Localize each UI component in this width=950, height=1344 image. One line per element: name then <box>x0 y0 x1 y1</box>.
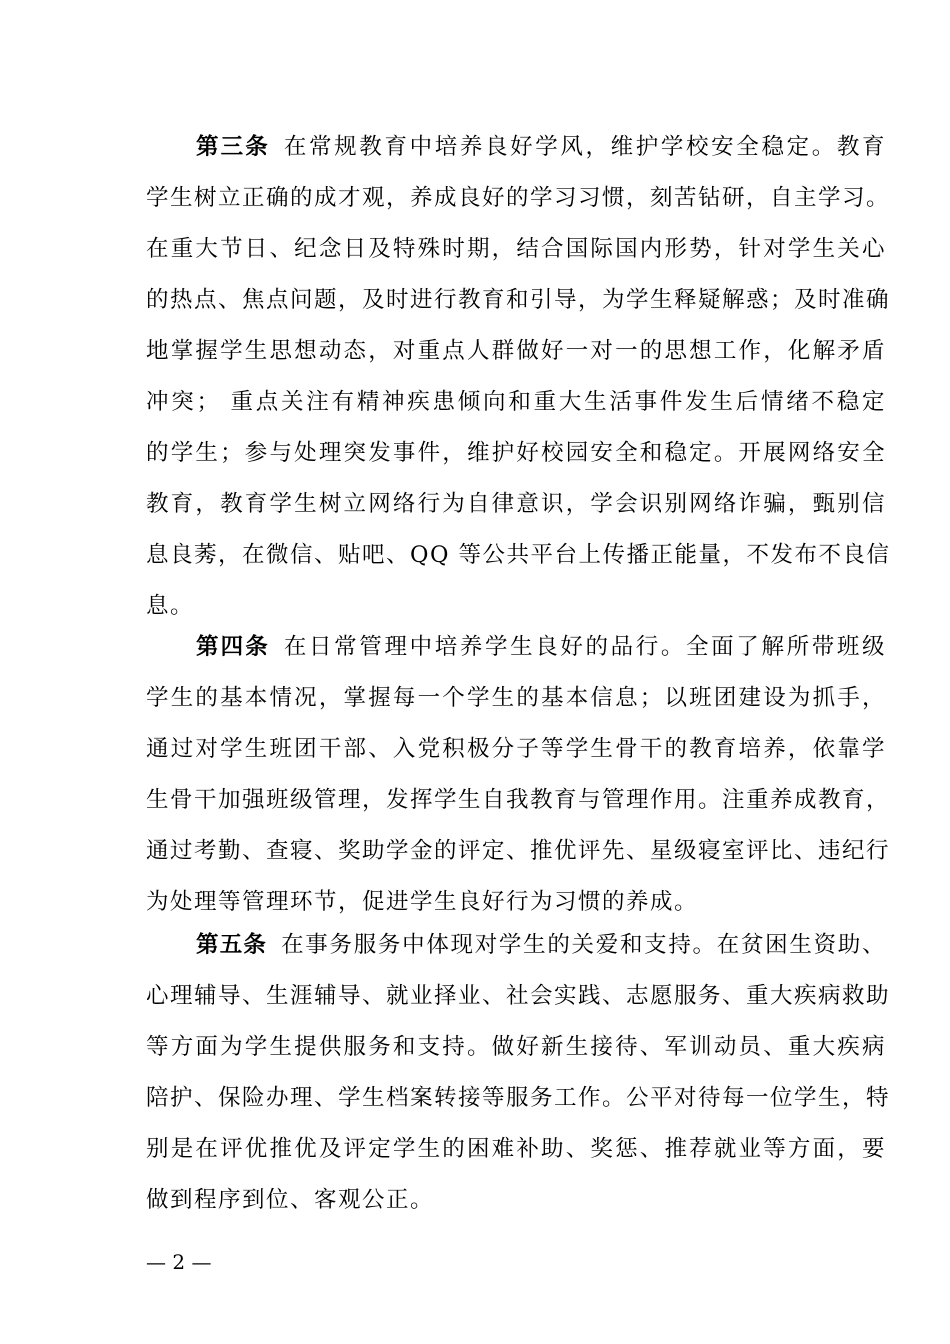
article-line: 息。 <box>146 593 195 619</box>
article-text: 在常规教育中培养良好学风，维护学校安全稳定。教育 <box>283 134 886 160</box>
article-line <box>196 127 886 167</box>
article-line: 生骨干加强班级管理，发挥学生自我教育与管理作用。注重养成教育， <box>146 787 891 813</box>
article-heading: 第三条 <box>196 134 270 160</box>
article-line: 息良莠，在微信、贴吧、QQ 等公共平台上传播正能量，不发布不良信 <box>146 542 891 568</box>
article-line: 为处理等管理环节，促进学生良好行为习惯的养成。 <box>146 889 699 915</box>
article-line: 心理辅导、生涯辅导、就业择业、社会实践、志愿服务、重大疾病救助 <box>146 983 891 1009</box>
article-line: 学生的基本情况，掌握每一个学生的基本信息；以班团建设为抓手， <box>146 685 886 711</box>
article-line: 通过对学生班团干部、入党积极分子等学生骨干的教育培养，依靠学 <box>146 736 886 762</box>
article-line: 通过考勤、查寝、奖助学金的评定、推优评先、星级寝室评比、违纪行 <box>146 838 891 864</box>
article-heading: 第五条 <box>196 932 268 958</box>
article-line: 冲突； 重点关注有精神疾患倾向和重大生活事件发生后情绪不稳定 <box>146 389 886 415</box>
article-line: 的热点、焦点问题，及时进行教育和引导，为学生释疑解惑；及时准确 <box>146 287 891 313</box>
article-line: 做到程序到位、客观公正。 <box>146 1187 435 1213</box>
article-text: 在事务服务中体现对学生的关爱和支持。在贫困生资助、 <box>281 932 886 958</box>
article-line: 学生树立正确的成才观，养成良好的学习习惯，刻苦钻研，自主学习。 <box>146 185 891 211</box>
article-line <box>196 925 886 965</box>
article-line: 在重大节日、纪念日及特殊时期，结合国际国内形势，针对学生关心 <box>146 236 886 262</box>
article-line <box>196 627 886 667</box>
article-heading: 第四条 <box>196 634 270 660</box>
article-line: 陪护、保险办理、学生档案转接等服务工作。公平对待每一位学生，特 <box>146 1085 891 1111</box>
article-line: 的学生；参与处理突发事件，维护好校园安全和稳定。开展网络安全 <box>146 440 886 466</box>
page-number: — 2 — <box>146 1250 212 1274</box>
article-line: 别是在评优推优及评定学生的困难补助、奖惩、推荐就业等方面，要 <box>146 1136 886 1162</box>
article-line: 教育，教育学生树立网络行为自律意识，学会识别网络诈骗，甄别信 <box>146 491 886 517</box>
article-text: 在日常管理中培养学生良好的品行。全面了解所带班级 <box>283 634 886 660</box>
article-line: 等方面为学生提供服务和支持。做好新生接待、军训动员、重大疾病 <box>146 1034 886 1060</box>
article-line: 地掌握学生思想动态，对重点人群做好一对一的思想工作，化解矛盾 <box>146 338 886 364</box>
